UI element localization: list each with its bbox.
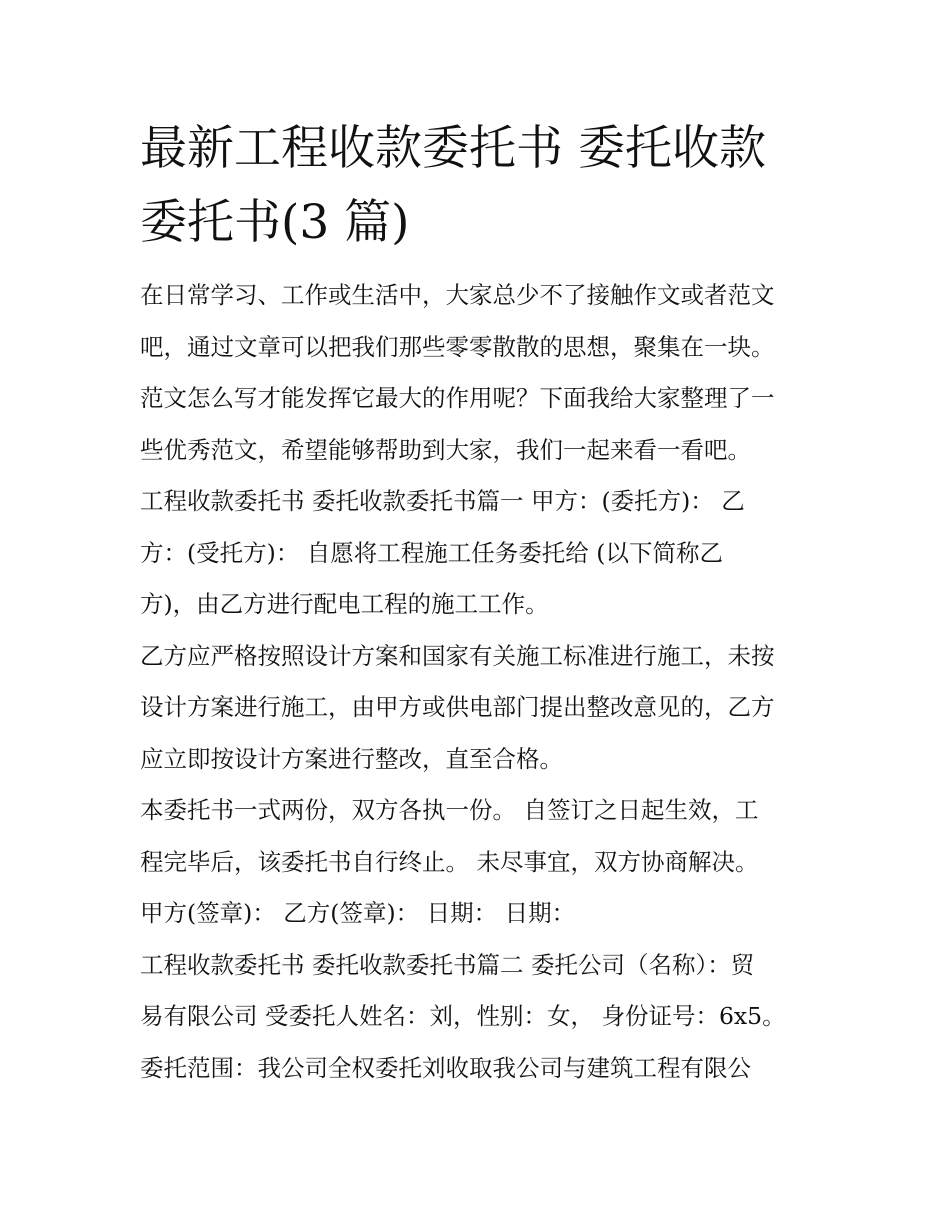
paragraph-line: 甲方(签章)： 乙方(签章)： 日期： 日期： — [140, 899, 576, 927]
paragraph-line: 方)，由乙方进行配电工程的施工工作。 — [140, 590, 549, 618]
document-title — [140, 112, 820, 260]
paragraph-line: 吧，通过文章可以把我们那些零零散散的思想，聚集在一块。 — [140, 332, 775, 361]
document-content — [140, 112, 820, 1094]
paragraph-line: 乙方应严格按照设计方案和国家有关施工标准进行施工，未按 — [140, 641, 775, 670]
title-line: 委托书(3 篇) — [140, 195, 410, 250]
paragraph-line: 工程收款委托书 委托收款委托书篇一 甲方：(委托方)： 乙 — [140, 487, 745, 515]
paragraph-line: 在日常学习、工作或生活中，大家总少不了接触作文或者范文 — [140, 281, 775, 309]
paragraph-line: 方：(受托方)： 自愿将工程施工任务委托给 (以下简称乙 — [140, 538, 723, 567]
paragraph-line: 程完毕后，该委托书自行终止。 未尽事宜，双方协商解决。 — [140, 847, 759, 876]
paragraph-line: 些优秀范文，希望能够帮助到大家，我们一起来看一看吧。 — [140, 435, 751, 464]
document-body — [140, 270, 820, 1094]
paragraph-line: 应立即按设计方案进行整改，直至合格。 — [140, 744, 563, 773]
paragraph-line: 工程收款委托书 委托收款委托书篇二 委托公司（名称）：贸 — [140, 950, 755, 979]
title-line: 最新工程收款委托书 委托收款 — [140, 121, 766, 176]
paragraph-line: 委托范围：我公司全权委托刘收取我公司与建筑工程有限公 — [140, 1053, 751, 1082]
paragraph-line: 本委托书一式两份，双方各执一份。 自签订之日起生效，工 — [140, 796, 759, 824]
paragraph-line: 范文怎么写才能发挥它最大的作用呢？下面我给大家整理了一 — [140, 384, 775, 412]
paragraph-line: 设计方案进行施工，由甲方或供电部门提出整改意见的，乙方 — [140, 693, 775, 721]
paragraph-line: 易有限公司 受委托人姓名：刘，性别：女， 身份证号：6x5。 — [140, 1002, 786, 1030]
